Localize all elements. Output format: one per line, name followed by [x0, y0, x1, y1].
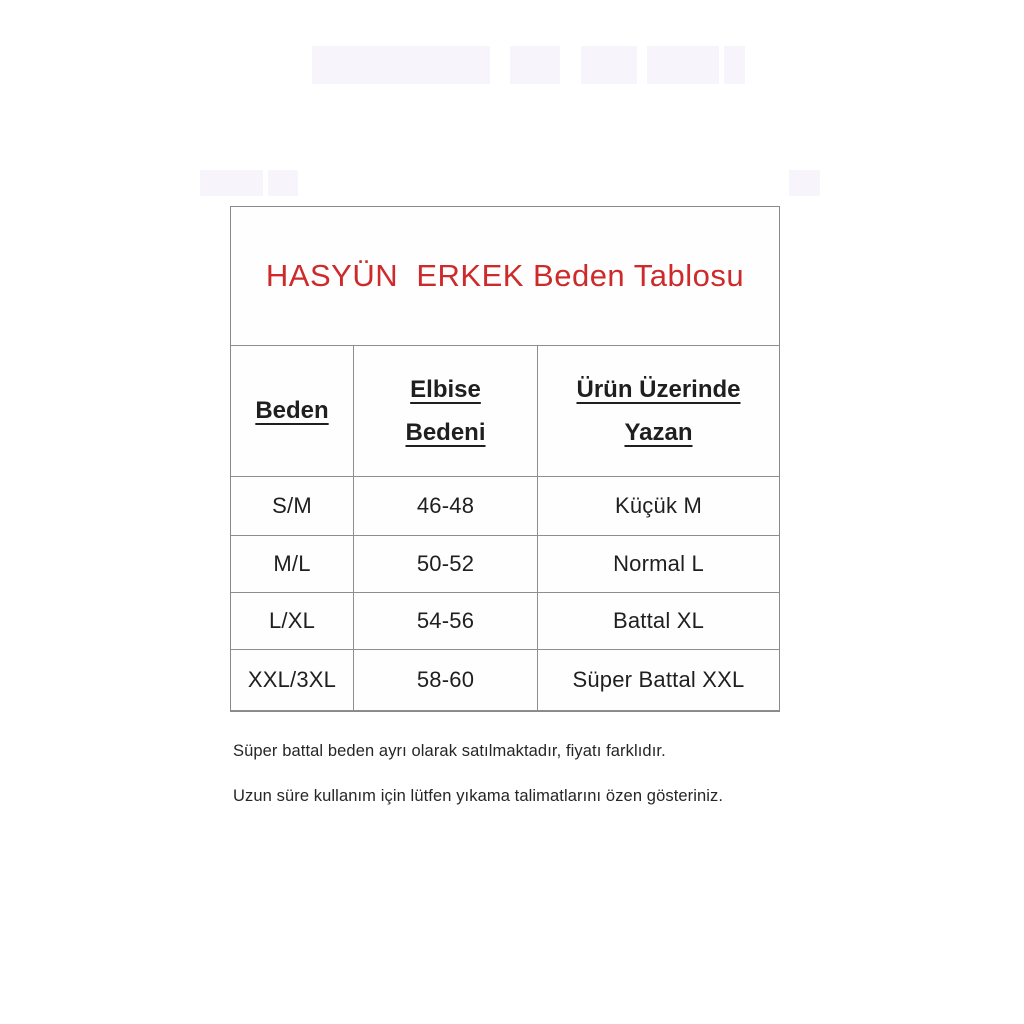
table-cell-label-on-product: Battal XL	[538, 593, 779, 649]
header-label: Ürün Üzerinde	[576, 375, 741, 403]
table-cell-size: XXL/3XL	[231, 650, 353, 710]
header-cell-beden	[231, 346, 353, 476]
page-title: HASYÜN ERKEK Beden Tablosu	[265, 258, 745, 293]
ghost-block	[200, 170, 263, 196]
table-cell-dress-size: 50-52	[354, 536, 537, 592]
ghost-block	[312, 46, 490, 84]
table-cell-size: S/M	[231, 477, 353, 535]
header-cell-elbise-bedeni	[354, 346, 537, 476]
table-cell-label-on-product: Küçük M	[538, 477, 779, 535]
ghost-block	[510, 46, 560, 84]
header-label: Beden	[255, 397, 329, 424]
ghost-block	[789, 170, 820, 196]
table-cell-dress-size: 54-56	[354, 593, 537, 649]
header-label: Elbise	[410, 375, 481, 403]
ghost-block	[647, 46, 719, 84]
ghost-block	[268, 170, 298, 196]
footnote-washing: Uzun süre kullanım için lütfen yıkama talimatlarını özen gösteriniz.	[233, 787, 724, 805]
header-cell-urun-uzerinde-yazan	[538, 346, 779, 476]
header-label: Yazan	[624, 418, 693, 446]
table-cell-dress-size: 46-48	[354, 477, 537, 535]
ghost-block	[581, 46, 637, 84]
table-cell-size: L/XL	[231, 593, 353, 649]
table-cell-size: M/L	[231, 536, 353, 592]
table-cell-label-on-product: Süper Battal XXL	[538, 650, 779, 710]
table-cell-label-on-product: Normal L	[538, 536, 779, 592]
ghost-block	[724, 46, 745, 84]
footnote-pricing: Süper battal beden ayrı olarak satılmaktadır, fiyatı farklıdır.	[233, 742, 666, 760]
title-row	[231, 207, 779, 345]
size-table	[230, 206, 780, 712]
header-label: Bedeni	[405, 418, 486, 446]
table-cell-dress-size: 58-60	[354, 650, 537, 710]
